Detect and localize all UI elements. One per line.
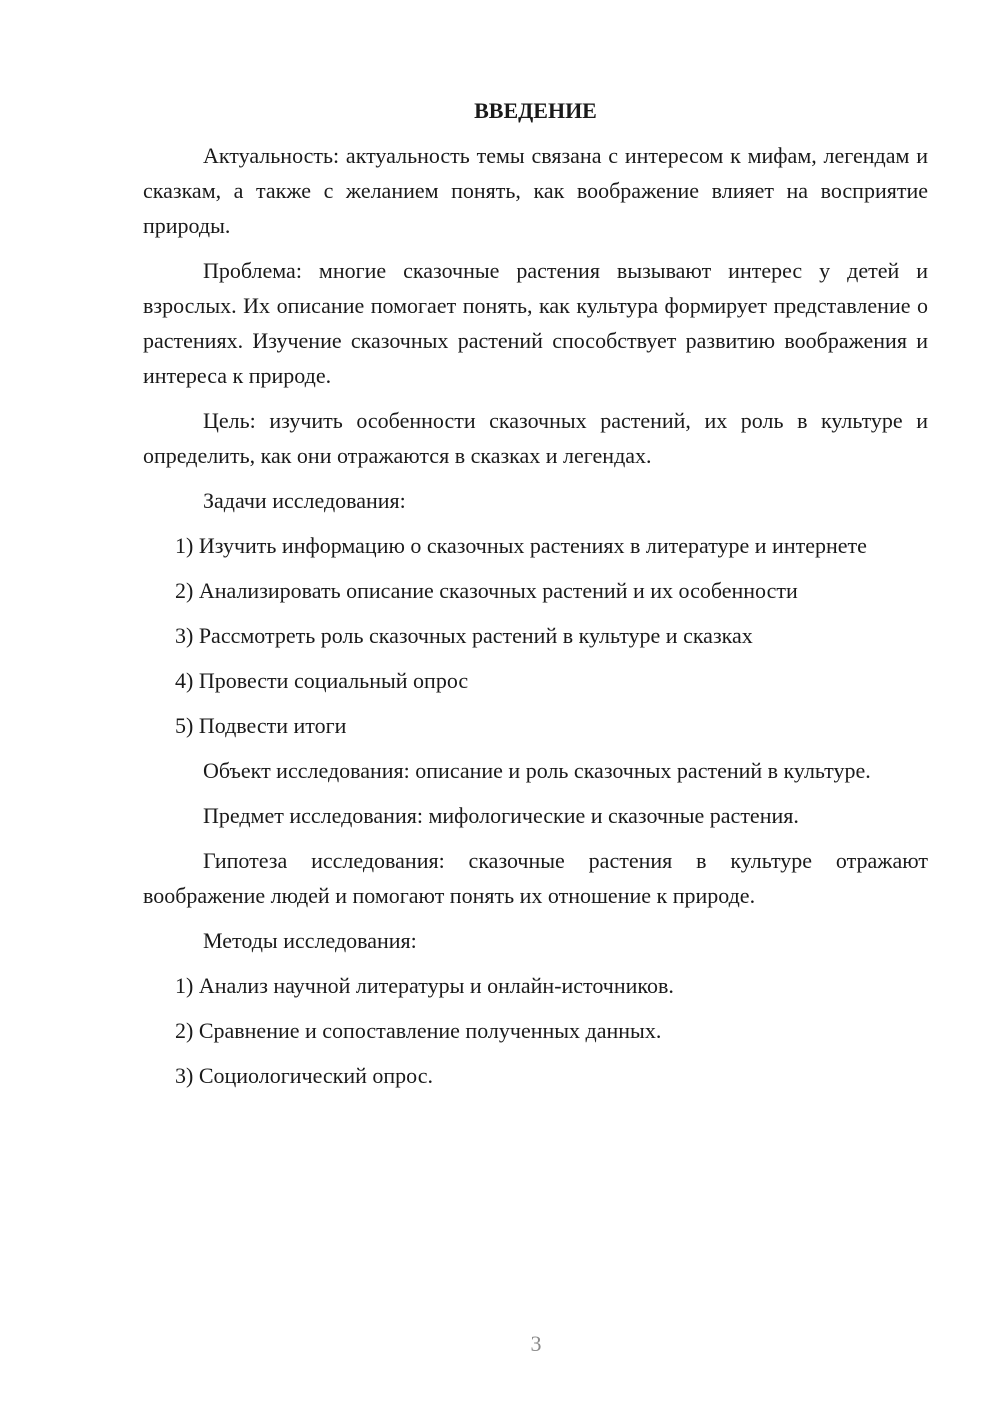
method-item-2: 2) Сравнение и сопоставление полученных данных. [175,1018,662,1043]
paragraph-goal: Цель: изучить особенности сказочных растений, их роль в культуре и определить, как они отражаются в сказках и легендах. [143,408,928,468]
methods-heading: Методы исследования: [203,928,417,953]
paragraph-subject: Предмет исследования: мифологические и сказочные растения. [203,803,799,828]
page-number: 3 [530,1331,542,1356]
paragraph-object: Объект исследования: описание и роль сказочных растений в культуре. [203,758,871,783]
method-item-3: 3) Социологический опрос. [175,1063,433,1088]
document-body [143,93,928,1103]
task-item-1: 1) Изучить информацию о сказочных растениях в литературе и интернете [175,533,867,558]
paragraph-problem: Проблема: многие сказочные растения вызывают интерес у детей и взрослых. Их описание помогает понять, как культура формирует представление о растениях. Изучение сказочных растений способствует развитию воображения и интереса к природе. [143,258,928,388]
paragraph-relevance: Актуальность: актуальность темы связана с интересом к мифам, легендам и сказкам, а также с желанием понять, как воображение влияет на восприятие природы. [143,143,928,238]
task-item-2: 2) Анализировать описание сказочных растений и их особенности [175,578,798,603]
task-item-5: 5) Подвести итоги [175,713,347,738]
paragraph-hypothesis: Гипотеза исследования: сказочные растения в культуре отражают воображение людей и помогают понять их отношение к природе. [143,848,928,908]
tasks-heading: Задачи исследования: [203,488,406,513]
task-item-3: 3) Рассмотреть роль сказочных растений в культуре и сказках [175,623,753,648]
section-title: ВВЕДЕНИЕ [474,98,597,123]
task-item-4: 4) Провести социальный опрос [175,668,469,693]
method-item-1: 1) Анализ научной литературы и онлайн-источников. [175,973,674,998]
